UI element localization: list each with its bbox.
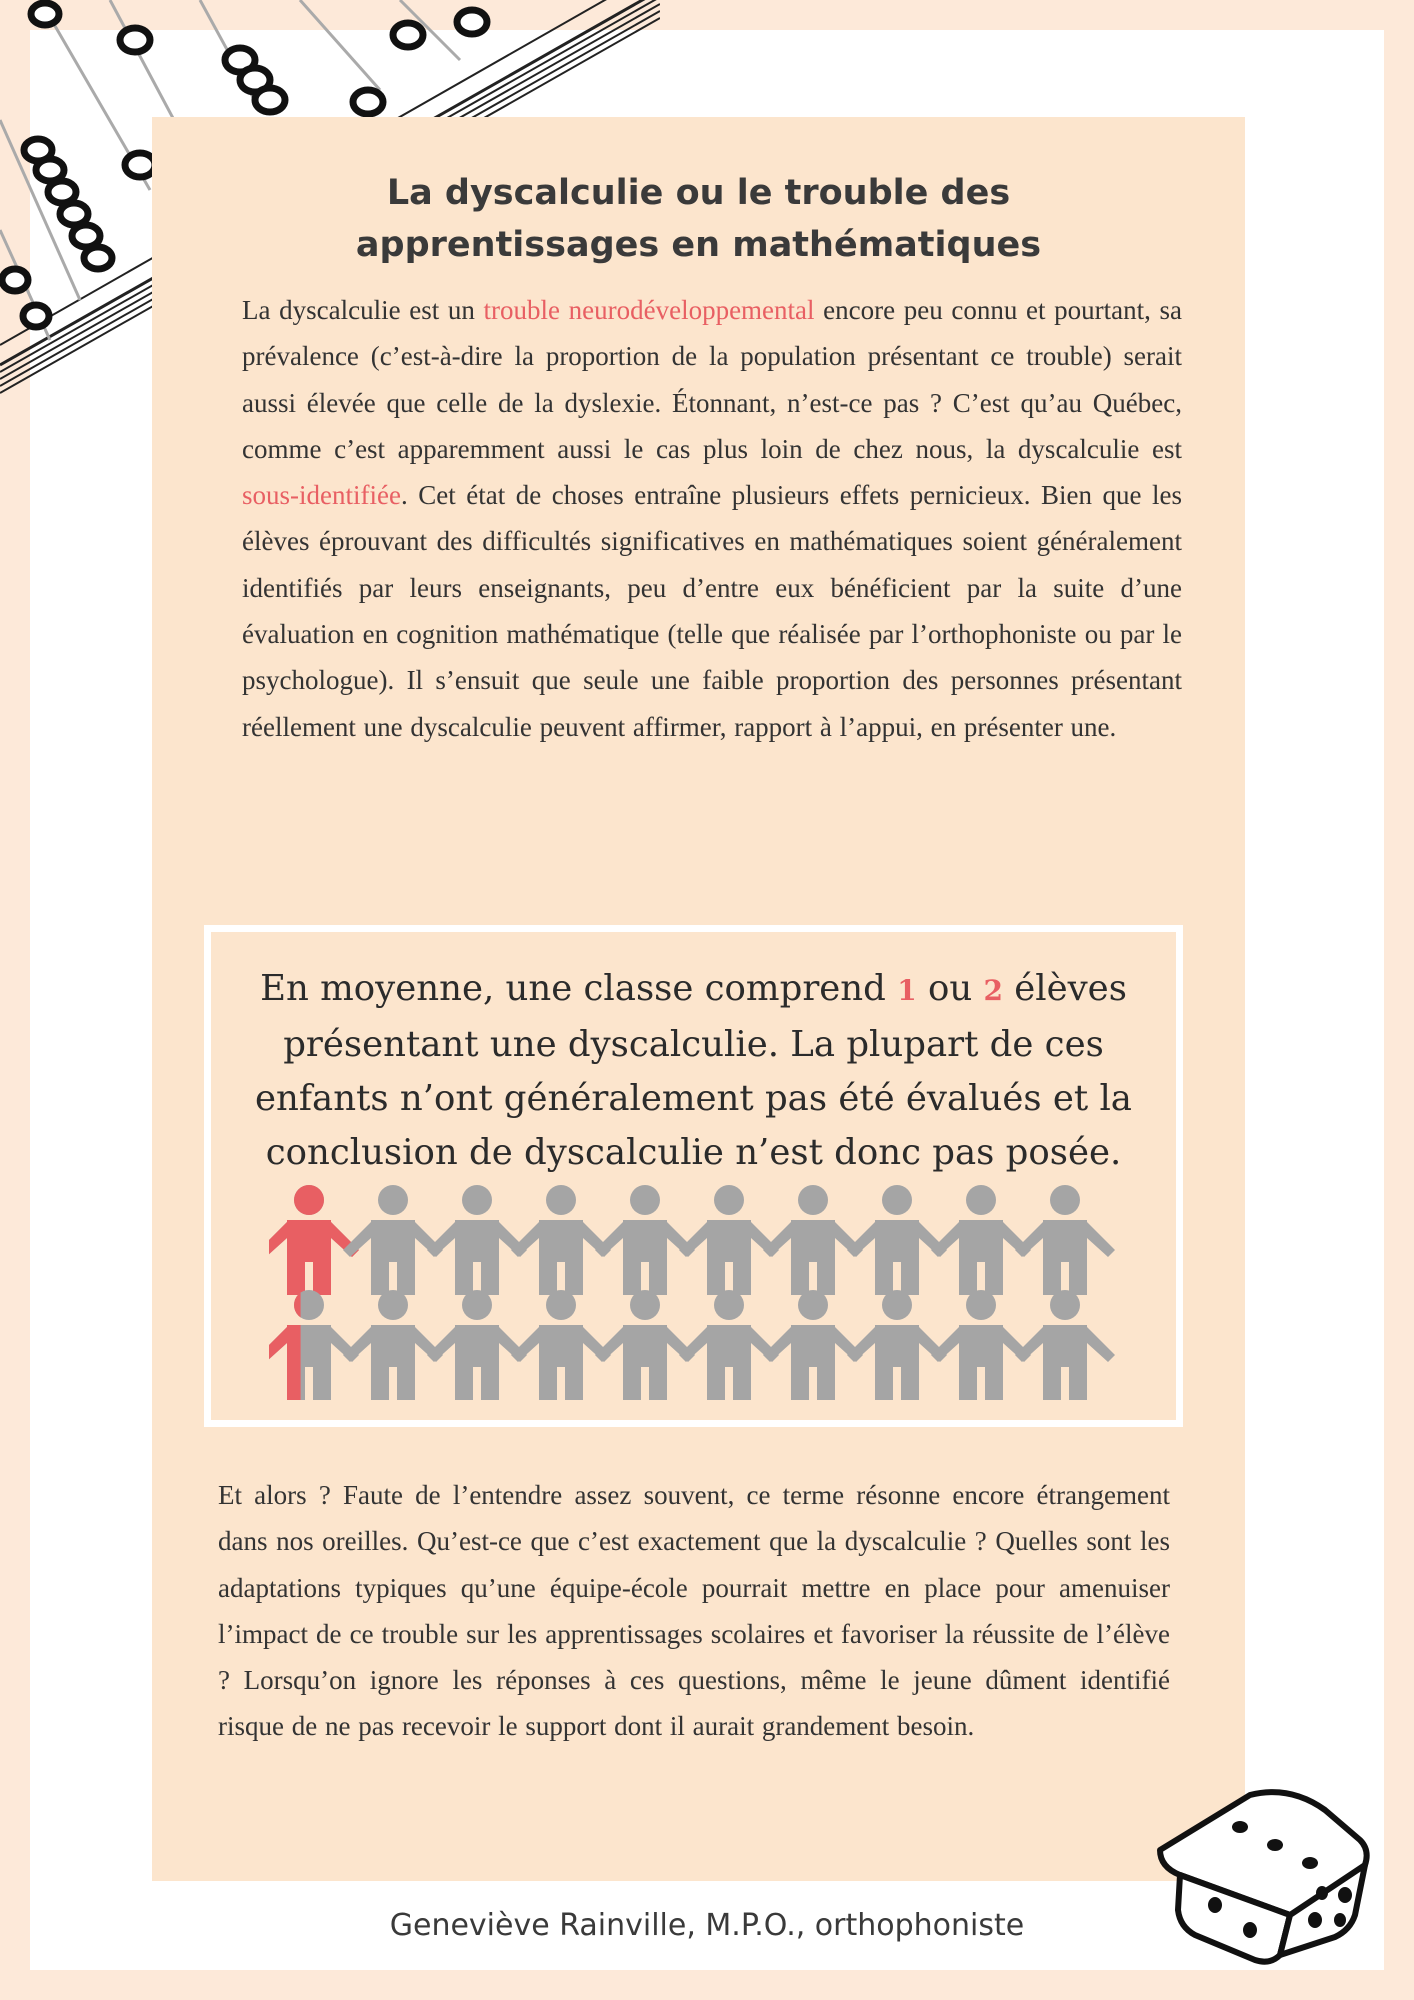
person-figure: [511, 1185, 611, 1295]
person-figure: [763, 1290, 863, 1400]
person-figure: [931, 1290, 1031, 1400]
author-signature: Geneviève Rainville, M.P.O., orthophoniste: [389, 1908, 1025, 1943]
content-panel: [152, 117, 1245, 1881]
callout-text-b: ou: [916, 968, 984, 1009]
person-figure: [343, 1290, 443, 1400]
intro-text-end: . Cet état de choses entraîne plusieurs effets pernicieux. Bien que les élèves éprouvant des difficultés significatives en mathématiques soient généralement identifiés par leurs enseignants, peu d’entre eux bénéficient par la suite d’une évaluation en cognition mathématique (telle que réalisée par l’orthophoniste ou par le psychologue). Il s’ensuit que seule une faible proportion des personnes présentant réellement une dyscalculie peuvent affirmer, rapport à l’appui, en présenter une.: [242, 480, 1182, 742]
person-figure: [763, 1185, 863, 1295]
callout-number-1: 1: [897, 974, 917, 1007]
person-figure-highlighted: [269, 1290, 359, 1400]
person-figure: [595, 1185, 695, 1295]
person-figure: [1015, 1290, 1115, 1400]
term-under-identified: sous-identifiée: [242, 480, 401, 511]
person-figure: [511, 1290, 611, 1400]
statistic-callout: [204, 925, 1183, 1427]
person-figure-highlighted: [269, 1185, 359, 1295]
intro-text-middle: encore peu connu et pourtant, sa prévalence (c’est-à-dire la proportion de la population présentant ce trouble) serait aussi élevée que celle de la dyslexie. Étonnant, n’est-ce pas ? C’est qu’au Québec, comme c’est apparemment aussi le cas plus loin de chez nous, la dyscalculie est: [242, 295, 1182, 464]
page-title: [152, 167, 1245, 271]
person-figure: [931, 1185, 1031, 1295]
person-figure: [427, 1185, 527, 1295]
person-figure: [1015, 1185, 1115, 1295]
intro-paragraph: [242, 287, 1182, 750]
callout-text: [211, 962, 1176, 1180]
title-line-1: La dyscalculie ou le trouble des: [386, 173, 1011, 213]
outro-paragraph: Et alors ? Faute de l’entendre assez souvent, ce terme résonne encore étrangement dans nos oreilles. Qu’est-ce que c’est exactement que la dyscalculie ? Quelles sont les adaptations typiques qu’une équipe-école pourrait mettre en place pour amenuiser l’impact de ce trouble sur les apprentissages scolaires et favoriser la réussite de l’élève ? Lorsqu’on ignore les réponses à ces questions, même le jeune dûment identifié risque de ne pas recevoir le support dont il aurait grandement besoin.: [218, 1480, 1170, 1742]
person-figure: [679, 1290, 779, 1400]
person-figure: [847, 1290, 947, 1400]
people-pictogram: [269, 1170, 1149, 1410]
person-figure: [847, 1185, 947, 1295]
term-neurodevelopmental: trouble neurodéveloppemental: [483, 295, 815, 325]
callout-number-2: 2: [983, 974, 1003, 1007]
callout-text-c: élèves présentant une dyscalculie. La plupart de ces enfants n’ont généralement pas été évalués et la conclusion de dyscalculie n’est donc pas posée.: [255, 968, 1132, 1173]
person-figure: [679, 1185, 779, 1295]
title-line-2: apprentissages en mathématiques: [355, 225, 1042, 265]
callout-text-a: En moyenne, une classe comprend: [260, 968, 898, 1009]
person-figure: [343, 1185, 443, 1295]
intro-text-start: La dyscalculie est un: [242, 295, 484, 325]
person-figure: [427, 1290, 527, 1400]
person-figure: [595, 1290, 695, 1400]
